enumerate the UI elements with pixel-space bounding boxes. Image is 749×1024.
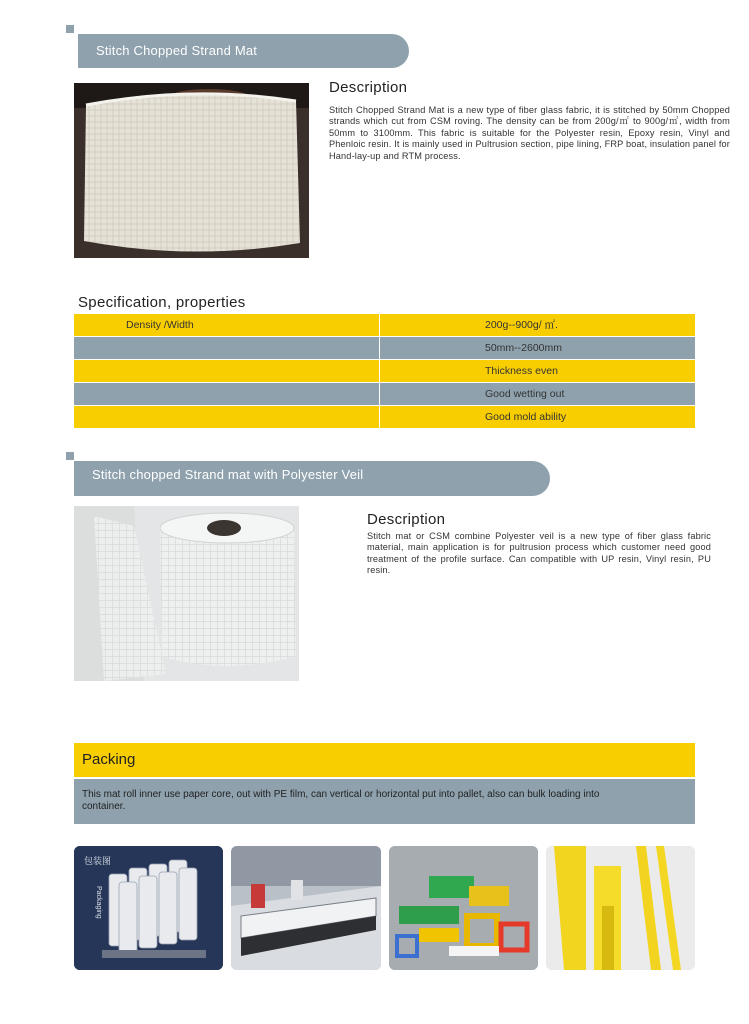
spec-label — [74, 360, 380, 382]
section1-description-text: Stitch Chopped Strand Mat is a new type of fiber glass fabric, it is stitched by 50mm Chopped strands which cut from CSM roving. The density can be from 200g/㎡ to 900g/㎡, width from 50mm to 3100mm. This fabric is suitable for the Polyester resin, Epoxy resin, Vinyl and Phenloic resin. It is mainly used in Pultrusion section, pipe lining, FRP boat, insulation panel for Hand-lay-up and RTM process. — [329, 105, 730, 161]
packaging-label-en: Packaging — [95, 886, 102, 919]
spec-label — [74, 337, 380, 359]
spec-value: Good wetting out — [485, 388, 565, 400]
spec-row — [74, 314, 695, 336]
spec-row — [74, 383, 695, 405]
frp-profiles-photo — [389, 846, 538, 970]
spec-value: 200g--900g/ ㎡. — [485, 319, 558, 331]
spec-row — [74, 360, 695, 382]
packaging-pallet-photo — [74, 846, 223, 970]
spec-label — [74, 406, 380, 428]
spec-value: 50mm--2600mm — [485, 342, 563, 354]
specification-table — [74, 314, 695, 429]
mat-roll-photo — [74, 83, 309, 258]
section2-description-text: Stitch mat or CSM combine Polyester veil is a new type of fiber glass fabric material, main application is for pultrusion process which customer need good treatment of the profile surface. Can compatible with UP resin, Vinyl resin, PU resin. — [367, 531, 711, 576]
section2-description-title: Description — [367, 511, 446, 528]
spec-label: Density /Width — [74, 314, 380, 336]
veil-mat-roll-photo — [74, 506, 299, 681]
spec-label — [74, 383, 380, 405]
yellow-grating-photo — [546, 846, 695, 970]
specification-title: Specification, properties — [78, 294, 246, 311]
section1-marker — [66, 25, 74, 33]
spec-value: Good mold ability — [485, 411, 567, 423]
spec-value: Thickness even — [485, 365, 558, 377]
packing-heading: Packing — [74, 743, 695, 777]
packing-text: This mat roll inner use paper core, out with PE film, can vertical or horizontal put into pallet, also can bulk loading into container. — [74, 779, 695, 824]
section1-heading: Stitch Chopped Strand Mat — [78, 34, 409, 68]
packaging-label-cn: 包装图 — [84, 857, 112, 867]
spec-row — [74, 406, 695, 428]
section2-heading: Stitch chopped Strand mat with Polyester Veil — [74, 461, 550, 496]
section1-description-title: Description — [329, 79, 408, 96]
spec-row — [74, 337, 695, 359]
pultrusion-line-photo — [231, 846, 381, 970]
section2-marker — [66, 452, 74, 460]
